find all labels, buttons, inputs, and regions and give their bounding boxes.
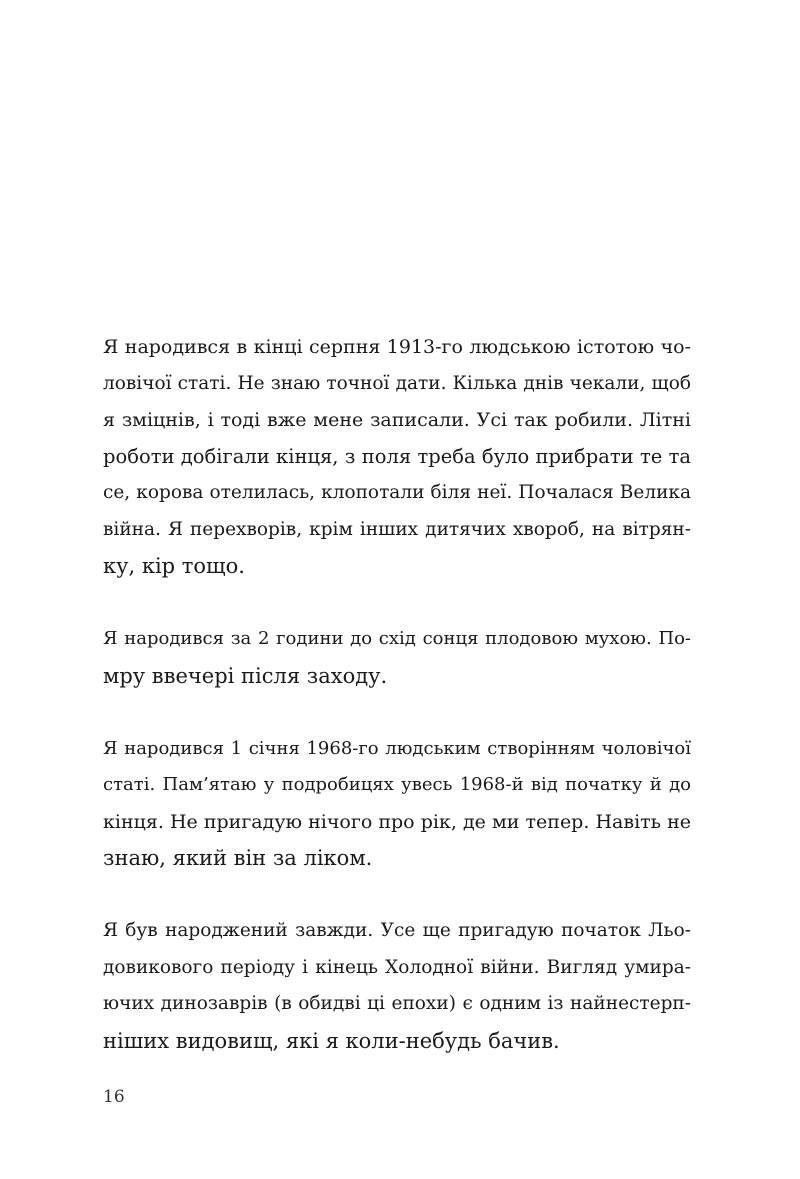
paragraph-1 [103,329,691,585]
text-line: війна. Я перехворів, крім інших дитячих хвороб, на вітрян- [103,518,691,540]
text-line: Я народився в кінці серпня 1913-го людською істотою чо- [103,336,691,358]
text-line: ючих динозаврів (в обидві ці епохи) є одним із найнестерп- [103,993,691,1014]
body-text [103,329,691,1096]
text-line: мру ввечері після заходу. [103,663,388,688]
text-line: ловічої статі. Не знаю точної дати. Кілька днів чекали, щоб [103,372,691,394]
page-number: 16 [103,1087,125,1107]
paragraph-3 [103,731,691,877]
text-line: я зміцнів, і тоді вже мене записали. Усі так робили. Літні [103,409,691,431]
text-line: Я народився 1 січня 1968-го людським створінням чоловічої [103,737,691,759]
text-line: ніших видовищ, які я коли-небудь бачив. [103,1028,560,1053]
text-line: кінця. Не пригадую нічого про рік, де ми тепер. Навіть не [103,810,691,833]
text-line: се, корова отелилась, клопотали біля неї. Почалася Велика [103,482,691,503]
text-line: роботи добігали кінця, з поля треба було прибрати те та [103,444,691,468]
text-line: довикового періоду і кінець Холодної війни. Вигляд умира- [103,956,691,978]
paragraph-4 [103,913,691,1059]
paragraph-2 [103,621,691,694]
text-line: Я був народжений завжди. Усе ще пригадую початок Льо- [103,920,691,941]
text-line: знаю, який він за ліком. [103,846,373,870]
text-line: Я народився за 2 години до схід сонця плодовою мухою. По- [103,628,691,649]
text-line: ку, кір тощо. [103,554,245,578]
text-line: статі. Пам’ятаю у подробицях увесь 1968-й від початку й до [103,774,691,795]
